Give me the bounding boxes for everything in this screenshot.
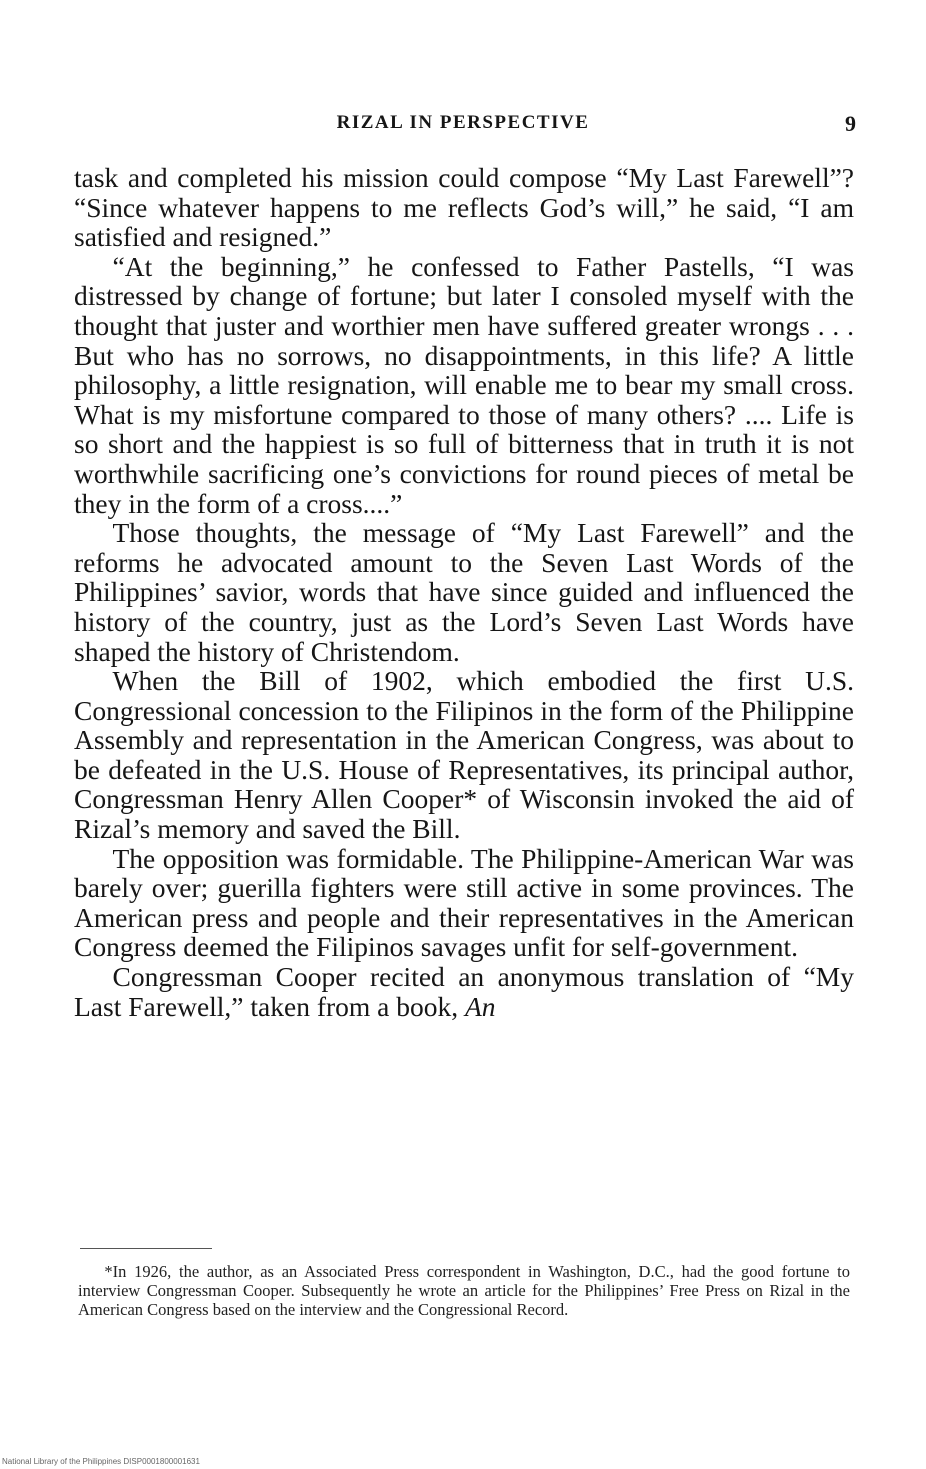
page-number: 9 (845, 111, 856, 136)
footnote-rule (80, 1248, 212, 1249)
paragraph: task and completed his mission could compose “My Last Farewell”? “Since whatever happens to me reflects God’s will,” he said, “I am satisfied and resigned.” (74, 162, 854, 253)
footnote: *In 1926, the author, as an Associated Press correspondent in Washington, D.C., had the good fortune to interview Congressman Cooper. Subsequently he wrote an article for the Philippines’ Free Press on Rizal in the American Congress based on the interview and the Congressional Record. (78, 1262, 850, 1319)
paragraph: “At the beginning,” he confessed to Father Pastells, “I was distressed by change of fortune; but later I consoled myself with the thought that juster and worthier men have suffered greater wrongs . . . But who has no sorrows, no disappointments, in this life? A little philosophy, a little resignation, will enable me to bear my small cross. What is my misfortune compared to those of many others? .... Life is so short and the happiest is so full of bitterness that in truth it is not worthwhile sacrificing one’s convictions for round pieces of metal be they in the form of a cross....” (74, 250, 854, 519)
paragraph: When the Bill of 1902, which embodied the first U.S. Congressional concession to the Filipinos in the form of the Philippine Assembly and representation in the American Congress, was about to be defeated in the U.S. House of Representatives, its principal author, Congressman Henry Allen Cooper* of Wisconsin invoked the aid of Rizal’s memory and saved the Bill. (74, 665, 854, 845)
paragraph-last (74, 962, 854, 1021)
paragraph: The opposition was formidable. The Philippine-American War was barely over; guerilla fighters were still active in some provinces. The American press and people and their representatives in the American Congress deemed the Filipinos savages unfit for self-government. (74, 842, 854, 963)
library-stamp: National Library of the Philippines DISP0001800001631 (2, 1457, 200, 1466)
body-text (74, 163, 854, 1021)
paragraph: Those thoughts, the message of “My Last Farewell” and the reforms he advocated amount to the Seven Last Words of the Philippines’ savior, words that have since guided and influenced the history of the country, just as the Lord’s Seven Last Words have shaped the history of Christendom. (74, 517, 854, 667)
paragraph-last-italic: An (464, 990, 496, 1022)
running-head: RIZAL IN PERSPECTIVE (336, 112, 590, 133)
paragraph-last-text: Congressman Cooper recited an anonymous translation of “My Last Farewell,” taken from a book, (74, 961, 854, 1022)
